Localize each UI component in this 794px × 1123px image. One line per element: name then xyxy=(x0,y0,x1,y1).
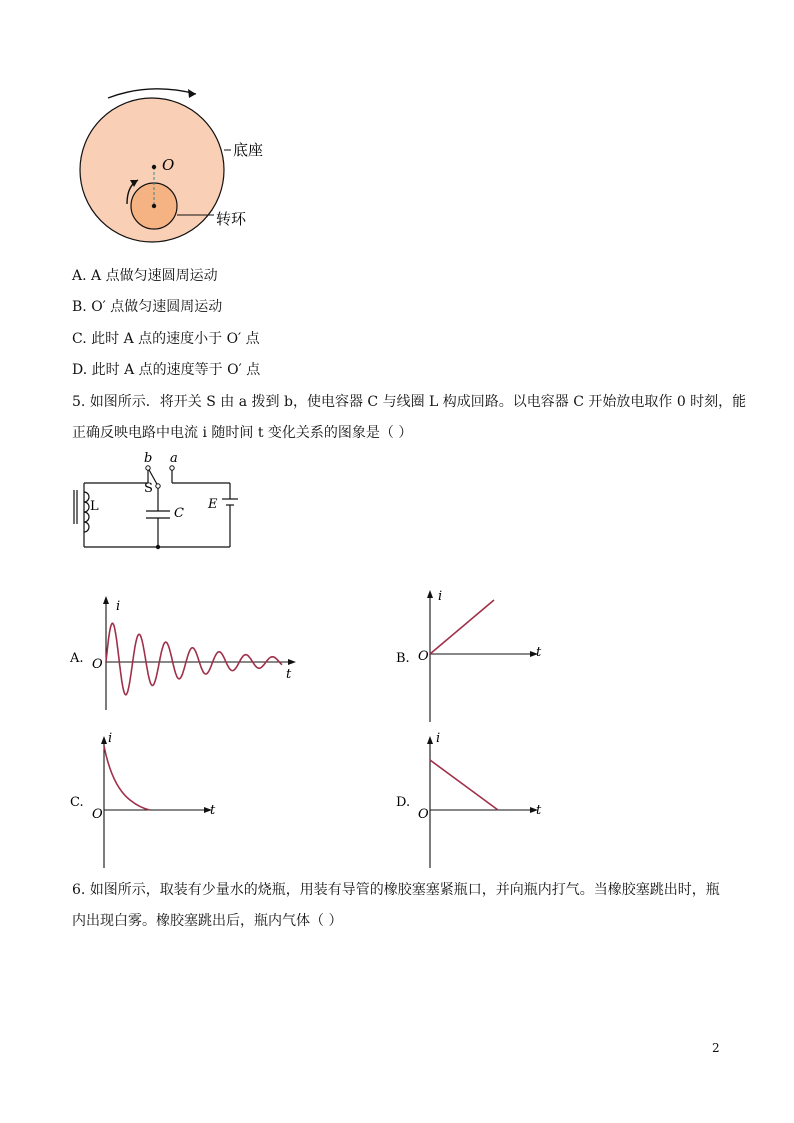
graph-c-xlabel: t xyxy=(210,803,216,818)
graph-c-origin: O xyxy=(92,807,103,822)
circuit-label-s: S xyxy=(144,481,153,496)
graph-b-curve xyxy=(430,600,494,654)
circuit-label-l: L xyxy=(90,499,99,514)
graph-b-xlabel: t xyxy=(536,645,542,660)
graph-a xyxy=(68,592,308,712)
graph-b-ylabel: i xyxy=(438,589,443,604)
ring-label: 转环 xyxy=(216,210,247,228)
graph-d-origin: O xyxy=(418,807,429,822)
graph-c-ylabel: i xyxy=(108,731,113,746)
graph-b-option: B. xyxy=(396,651,410,666)
question-6-line2: 内出现白雾。橡胶塞跳出后，瓶内气体（ ） xyxy=(72,913,343,929)
graph-a-xlabel: t xyxy=(286,667,292,682)
circuit-label-c: C xyxy=(174,506,184,521)
graph-a-curve xyxy=(106,623,282,695)
base-label: 底座 xyxy=(233,141,264,159)
circuit-label-e: E xyxy=(208,497,218,512)
graph-d-ylabel: i xyxy=(436,731,441,746)
rotating-disk-figure xyxy=(70,80,300,250)
graph-c xyxy=(68,730,228,870)
graph-c-curve xyxy=(104,746,150,810)
option-b-q4: B. O′ 点做匀速圆周运动 xyxy=(72,299,223,315)
option-a-q4: A. A 点做匀速圆周运动 xyxy=(72,268,218,284)
lc-circuit-diagram xyxy=(68,448,248,552)
graph-d-option: D. xyxy=(396,795,411,810)
graph-a-ylabel: i xyxy=(116,599,121,614)
center-label: O xyxy=(162,156,175,174)
graph-a-option: A. xyxy=(70,651,84,666)
circuit-label-a: a xyxy=(170,451,178,466)
graph-a-origin: O xyxy=(92,657,103,672)
circuit-label-b: b xyxy=(144,451,153,466)
graph-b xyxy=(394,586,554,726)
question-6-line1: 6. 如图所示，取装有少量水的烧瓶，用装有导管的橡胶塞塞紧瓶口，并向瓶内打气。当橡胶塞跳出时，瓶 xyxy=(72,882,720,898)
question-5-line2: 正确反映电路中电流 i 随时间 t 变化关系的图象是（ ） xyxy=(72,425,413,441)
option-d-q4: D. 此时 A 点的速度等于 O′ 点 xyxy=(72,362,261,378)
page-number: 2 xyxy=(712,1041,720,1055)
option-c-q4: C. 此时 A 点的速度小于 O′ 点 xyxy=(72,331,260,347)
graph-d xyxy=(394,730,554,870)
graph-d-xlabel: t xyxy=(536,803,542,818)
graph-d-curve xyxy=(430,760,498,810)
graph-b-origin: O xyxy=(418,649,429,664)
graph-c-option: C. xyxy=(70,795,84,810)
question-5-line1: 5. 如图所示．将开关 S 由 a 拨到 b，使电容器 C 与线圈 L 构成回路。以电容器 C 开始放电取作 0 时刻，能 xyxy=(72,394,747,410)
